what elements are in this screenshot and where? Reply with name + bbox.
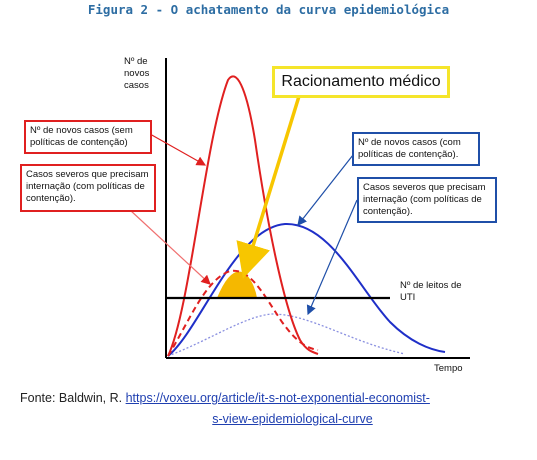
box-new-cases-policy: Nº de novos casos (com políticas de contenção). (352, 132, 480, 166)
icu-line-label: Nº de leitos de UTI (400, 280, 462, 303)
box-severe-policy: Casos severos que precisam internação (com políticas de contenção). (357, 177, 497, 223)
x-axis-label: Tempo (434, 363, 463, 374)
new-cases-no-policy-curve (168, 76, 318, 356)
box-severe-no-policy: Casos severos que precisam internação (com políticas de contenção). (20, 164, 156, 212)
y-axis-label: Nº de novos casos (124, 56, 150, 91)
arrow-new-cases-no-policy (150, 134, 205, 165)
source-link-part1[interactable]: https://voxeu.org/article/it-s-not-exponential-economist- (125, 391, 430, 405)
rationing-callout: Racionamento médico (272, 66, 450, 98)
arrow-new-cases-policy (298, 155, 353, 225)
source-citation (20, 388, 530, 430)
box-new-cases-no-policy: Nº de novos casos (sem políticas de contenção) (24, 120, 152, 154)
figure-title: Figura 2 - O achatamento da curva epidemiológica (87, 2, 450, 17)
severe-cases-policy-curve (168, 314, 405, 356)
source-link-part2[interactable]: s-view-epidemiological-curve (212, 412, 373, 426)
source-prefix: Fonte: Baldwin, R. (20, 391, 126, 405)
